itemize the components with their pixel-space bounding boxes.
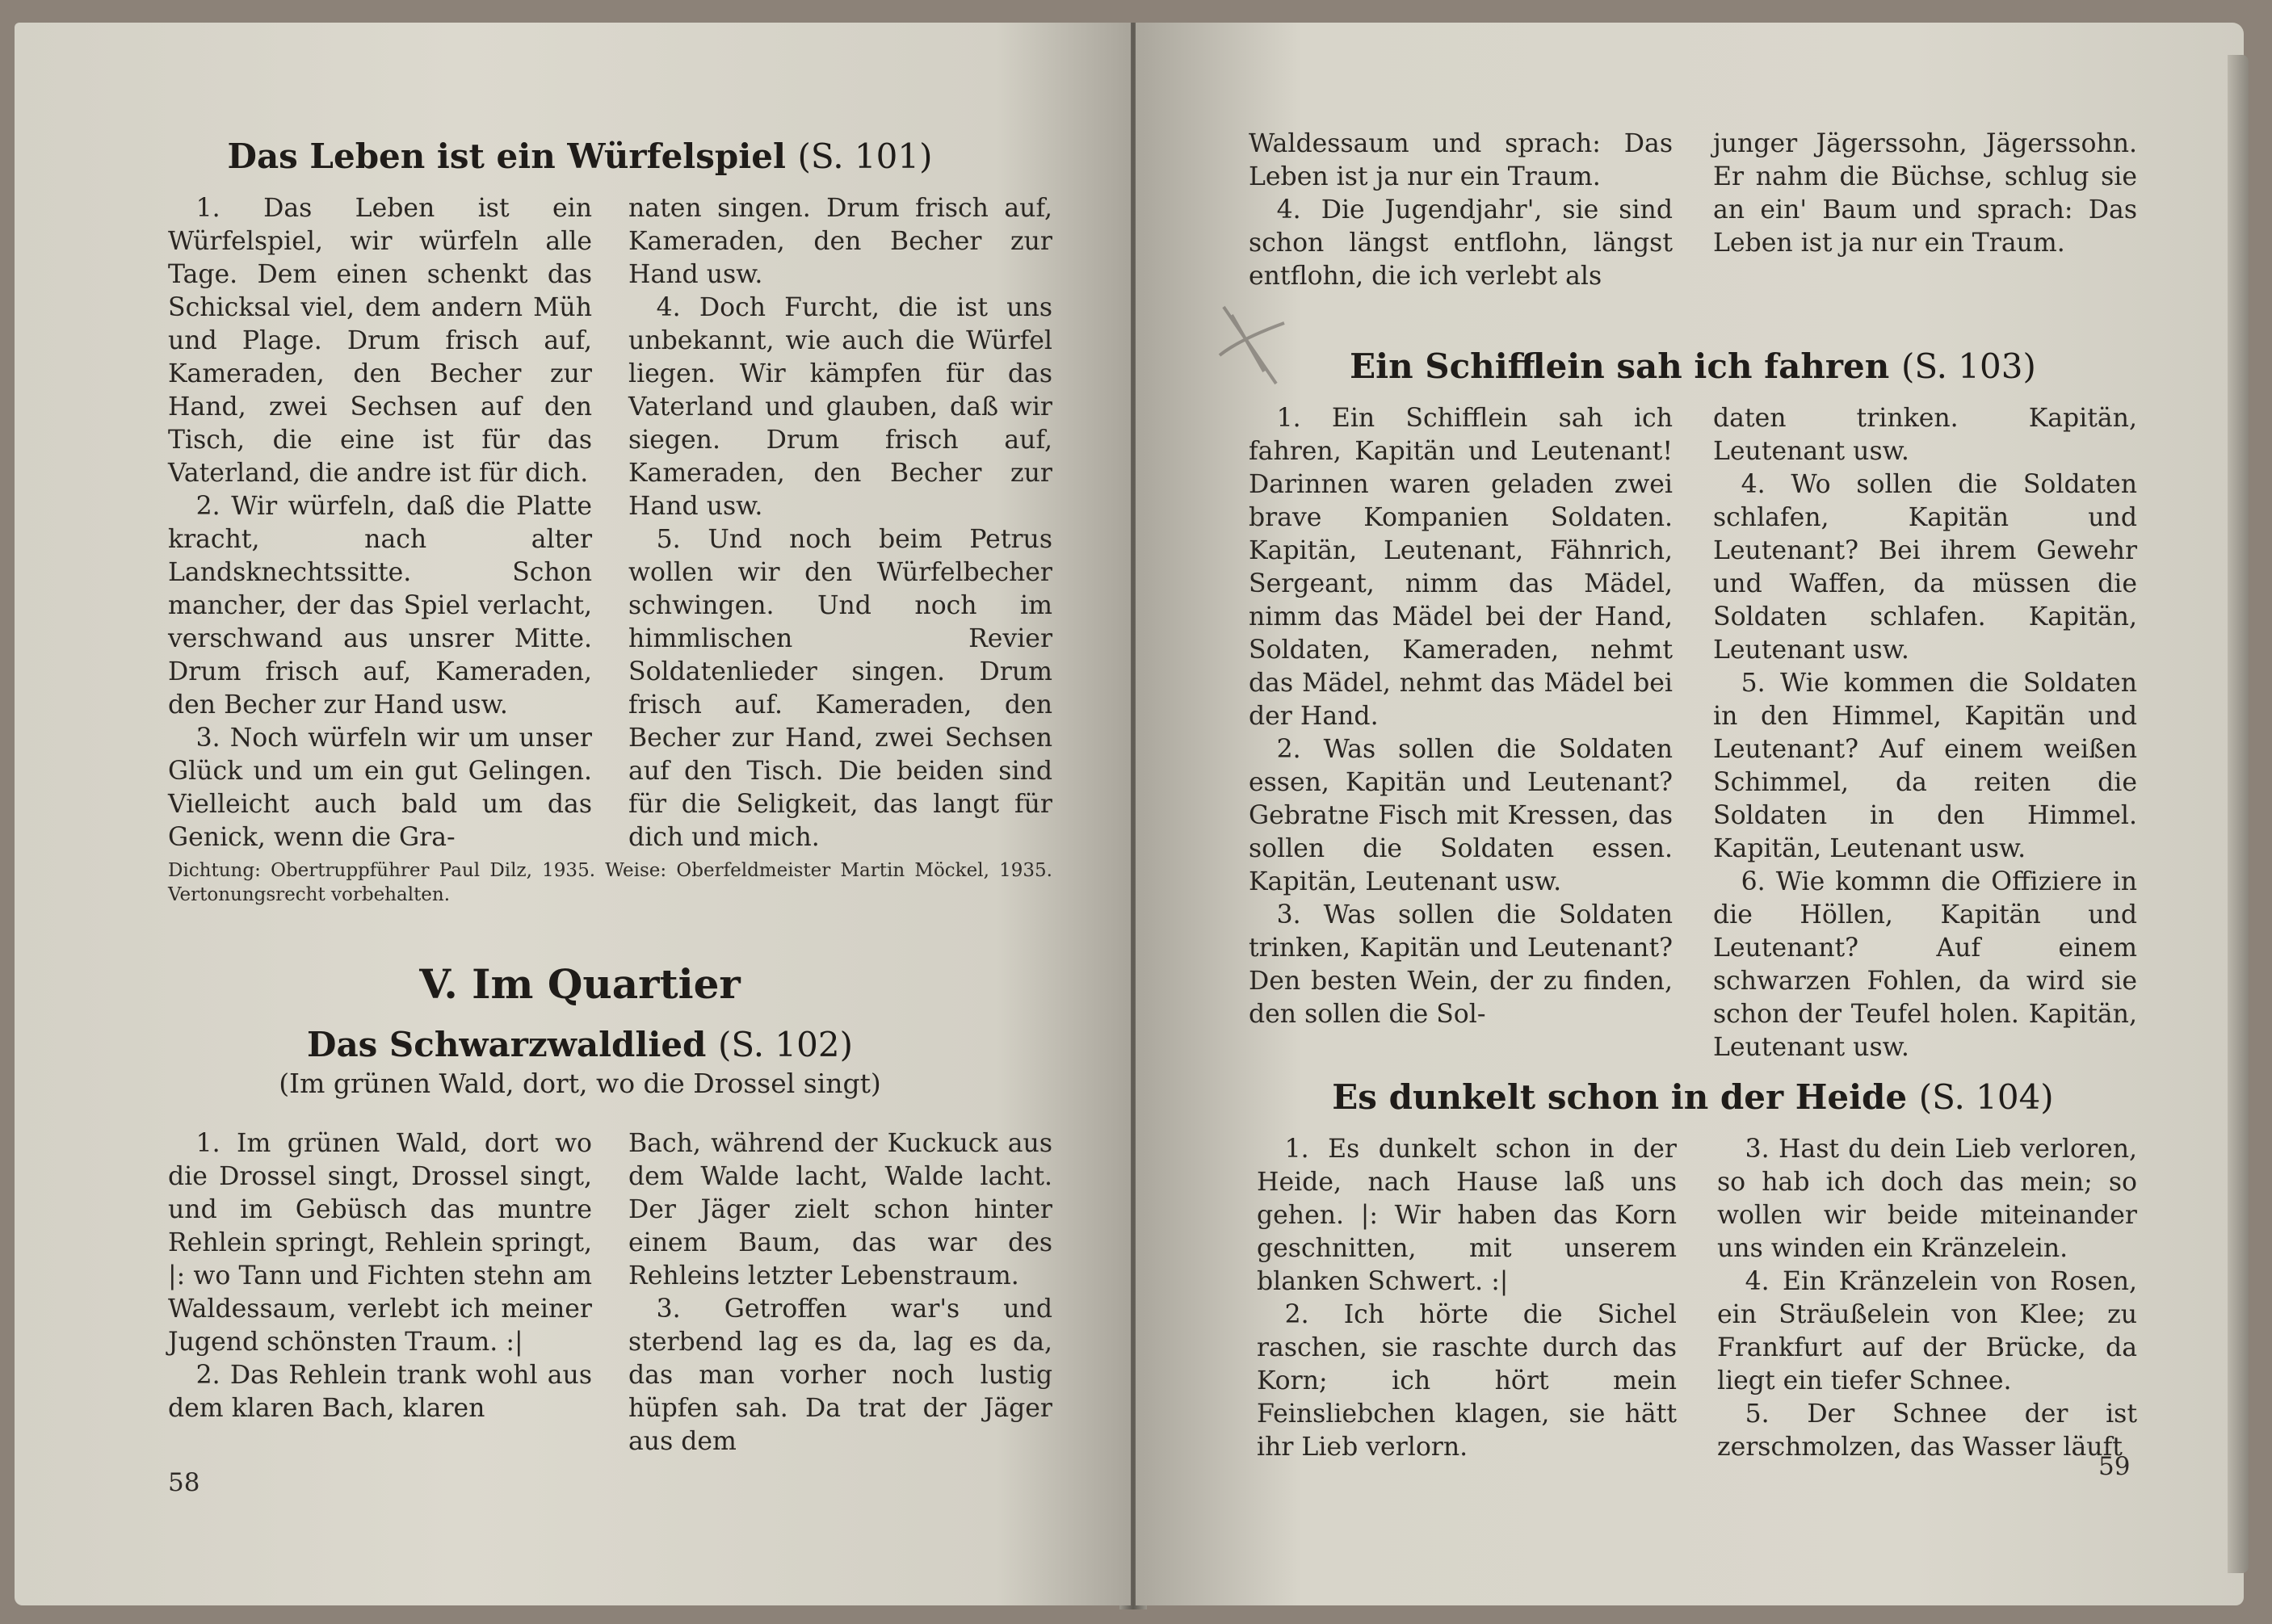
- song-title: [136, 1024, 1024, 1066]
- song-title-text: Das Schwarzwaldlied: [307, 1025, 707, 1064]
- pencil-mark-icon: [1207, 291, 1296, 396]
- verse-column-2: [1713, 128, 2137, 293]
- verse: 4. Ein Kränzelein von Rosen, ein Sträußelein von Klee; zu Frankfurt auf der Brücke, da liegt ein tiefer Schnee.: [1717, 1267, 2137, 1395]
- verse: Bach, während der Kuckuck aus dem Walde lacht, Walde lacht. Der Jäger zielt schon hinter einem Baum, das war des Rehleins letzter Lebenstraum.: [628, 1129, 1052, 1290]
- verse-column-1: [1249, 402, 1673, 1064]
- verse: 5. Der Schnee der ist zerschmolzen, das Wasser läuft: [1717, 1399, 2137, 1462]
- verse: 2. Wir würfeln, daß die Platte kracht, nach alter Landsknechtssitte. Schon mancher, der das Spiel verlacht, verschwand aus unsrer Mitte. Drum frisch auf, Kameraden, den Becher zur Hand usw.: [168, 492, 592, 720]
- verse: 1. Ein Schifflein sah ich fahren, Kapitän und Leutenant! Darinnen waren geladen zwei brave Kompanien Soldaten. Kapitän, Leutenant, Fähnrich, Sergeant, nimm das Mädel, nimm das Mädel bei der Hand, Soldaten, Kameraden, nehmt das Mädel, nehmt das Mädel bei der Hand.: [1249, 404, 1673, 731]
- page-number: 59: [2098, 1452, 2131, 1481]
- verse: naten singen. Drum frisch auf, Kameraden, den Becher zur Hand usw.: [628, 194, 1052, 289]
- song-title: [1249, 1076, 2137, 1118]
- verse-column-2: [1713, 402, 2137, 1064]
- song-title-wuerfelspiel-block: [136, 136, 1024, 178]
- verse-column-2: [628, 1127, 1052, 1458]
- verse: junger Jägerssohn, Jägerssohn. Er nahm die Büchse, schlug sie an ein' Baum und sprach: Das Leben ist ja nur ein Traum.: [1713, 129, 2137, 258]
- verse-column-2: [628, 192, 1052, 854]
- song-title: [136, 136, 1024, 178]
- song-reference: (S. 104): [1918, 1077, 2054, 1117]
- verse: 2. Das Rehlein trank wohl aus dem klaren Bach, klaren: [168, 1361, 592, 1423]
- verse: 2. Ich hörte die Sichel raschen, sie raschte durch das Korn; ich hört mein Feinsliebchen klagen, sie hätt ihr Lieb verlorn.: [1257, 1300, 1677, 1462]
- verse: 5. Wie kommen die Soldaten in den Himmel, Kapitän und Leutenant? Auf einem weißen Schimmel, da reiten die Soldaten in den Himmel. Kapitän, Leutenant usw.: [1713, 669, 2137, 863]
- verse: 1. Im grünen Wald, dort wo die Drossel singt, Drossel singt, und im Gebüsch das muntre Rehlein springt, Rehlein springt, |: wo Tann und Fichten stehn am Waldessaum, verlebt ich meiner Jugend schönsten Traum. :|: [168, 1129, 592, 1357]
- verse: 3. Noch würfeln wir um unser Glück und um ein gut Gelingen. Vielleicht auch bald um das Genick, wenn die Gra-: [168, 724, 592, 852]
- verse-column-1: [1257, 1133, 1677, 1464]
- song-reference: (S. 102): [718, 1025, 853, 1064]
- verse-column-1: [1249, 128, 1673, 293]
- song-reference: (S. 101): [797, 136, 933, 176]
- song-verses-heide: [1257, 1133, 2137, 1464]
- verse: daten trinken. Kapitän, Leutenant usw.: [1713, 404, 2137, 466]
- section-heading-block: [136, 959, 1024, 1009]
- verse: 1. Das Leben ist ein Würfelspiel, wir würfeln alle Tage. Dem einen schenkt das Schicksal viel, dem andern Müh und Plage. Drum frisch auf, Kameraden, den Becher zur Hand, zwei Sechsen auf den Tisch, die eine ist für das Vaterland, die andre ist für dich.: [168, 194, 592, 488]
- song-verses-schwarzwaldlied: [168, 1127, 1052, 1458]
- page-left: [15, 23, 1131, 1605]
- verse-column-2: [1717, 1133, 2137, 1464]
- verse-column-1: [168, 1127, 592, 1458]
- verse: 4. Doch Furcht, die ist uns unbekannt, wie auch die Würfel liegen. Wir kämpfen für das Vaterland und glauben, daß wir siegen. Drum frisch auf, Kameraden, den Becher zur Hand usw.: [628, 293, 1052, 521]
- verse: 1. Es dunkelt schon in der Heide, nach Hause laß uns gehen. |: Wir haben das Korn geschnitten, mit unserem blanken Schwert. :|: [1257, 1135, 1677, 1296]
- verse: Waldessaum und sprach: Das Leben ist ja nur ein Traum.: [1249, 129, 1673, 191]
- song-title-text: Ein Schifflein sah ich fahren: [1350, 346, 1890, 386]
- verse-column-1: [168, 192, 592, 854]
- song-title: [1249, 346, 2137, 388]
- song-continuation-schwarzwaldlied: [1249, 128, 2137, 293]
- verse: 4. Wo sollen die Soldaten schlafen, Kapitän und Leutenant? Bei ihrem Gewehr und Waffen, da müssen die Soldaten schlafen. Kapitän, Leutenant usw.: [1713, 470, 2137, 665]
- verse: 5. Und noch beim Petrus wollen wir den Würfelbecher schwingen. Und noch im himmlischen Revier Soldatenlieder singen. Drum frisch auf. Kameraden, den Becher zur Hand, zwei Sechsen auf den Tisch. Die beiden sind für die Seligkeit, das langt für dich und mich.: [628, 525, 1052, 852]
- page-number: 58: [168, 1468, 200, 1497]
- verse: 4. Die Jugendjahr', sie sind schon längst entflohn, längst entflohn, die ich verlebt als: [1249, 195, 1673, 291]
- verse: 3. Hast du dein Lieb verloren, so hab ich doch das mein; so wollen wir beide miteinander uns winden ein Kränzelein.: [1717, 1135, 2137, 1263]
- song-credit: Dichtung: Obertruppführer Paul Dilz, 1935. Weise: Oberfeldmeister Martin Möckel, 1935. Vertonungsrecht vorbehalten.: [168, 860, 1052, 905]
- song-title-schwarzwaldlied-block: [136, 1024, 1024, 1102]
- song-title-heide-block: [1249, 1076, 2137, 1118]
- page-right: [1136, 23, 2244, 1605]
- page-edge: [2228, 55, 2249, 1573]
- song-reference: (S. 103): [1900, 346, 2036, 386]
- verse: 6. Wie kommn die Offiziere in die Höllen, Kapitän und Leutenant? Auf einem schwarzen Fohlen, da wird sie schon der Teufel holen. Kapitän, Leutenant usw.: [1713, 867, 2137, 1062]
- song-title-text: Das Leben ist ein Würfelspiel: [227, 136, 786, 176]
- song-subtitle: (Im grünen Wald, dort, wo die Drossel singt): [279, 1068, 881, 1099]
- open-book: [15, 23, 2244, 1609]
- verse: 3. Getroffen war's und sterbend lag es da, lag es da, das man vorher noch lustig hüpfen sah. Da trat der Jäger aus dem: [628, 1295, 1052, 1456]
- verse: 2. Was sollen die Soldaten essen, Kapitän und Leutenant? Gebratne Fisch mit Kressen, das sollen die Soldaten essen. Kapitän, Leutenant usw.: [1249, 735, 1673, 896]
- section-heading: V. Im Quartier: [419, 960, 741, 1008]
- song-title-text: Es dunkelt schon in der Heide: [1332, 1077, 1908, 1117]
- song-title-schifflein-block: [1249, 346, 2137, 388]
- song-verses-wuerfelspiel: [168, 192, 1052, 854]
- song-verses-schifflein: [1249, 402, 2137, 1064]
- verse: 3. Was sollen die Soldaten trinken, Kapitän und Leutenant? Den besten Wein, der zu finden, den sollen die Sol-: [1249, 900, 1673, 1029]
